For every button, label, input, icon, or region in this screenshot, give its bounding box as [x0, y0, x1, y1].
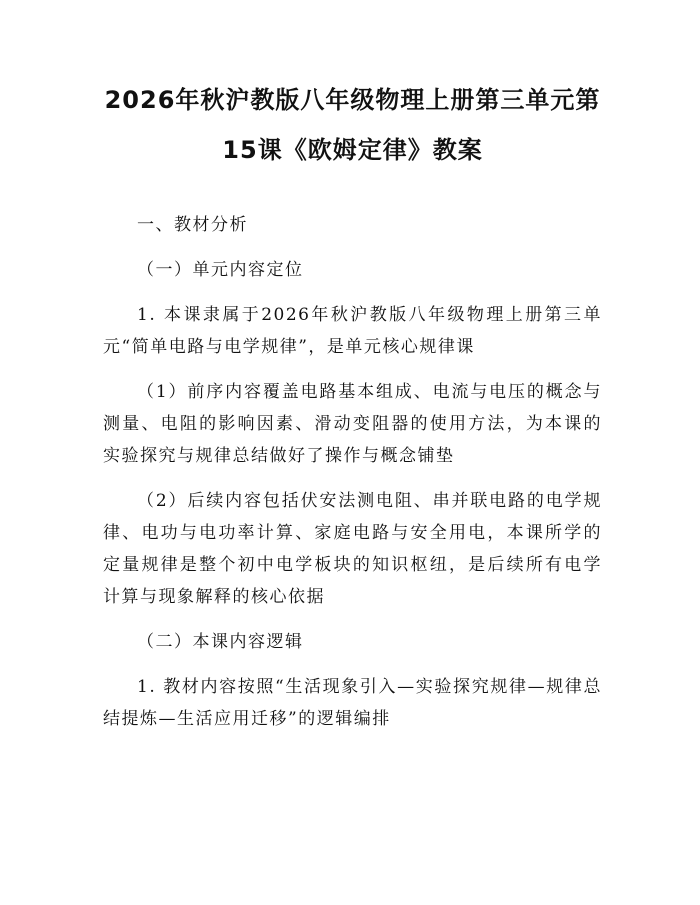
paragraph-unit-affiliation: 1. 本课隶属于2026年秋沪教版八年级物理上册第三单元“简单电路与电学规律”，是单元核心规律课	[103, 305, 602, 357]
section-heading-teaching-material-analysis: 一、教材分析	[137, 215, 248, 235]
title-line-1: 2026年秋沪教版八年级物理上册第三单元第	[104, 86, 601, 114]
subsection-heading-unit-positioning: （一）单元内容定位	[137, 260, 304, 280]
subsection-heading-lesson-logic: （二）本课内容逻辑	[137, 632, 304, 652]
document-title	[103, 75, 602, 175]
paragraph-content-logic: 1. 教材内容按照“生活现象引入—实验探究规律—规律总结提炼—生活应用迁移”的逻辑编排	[103, 677, 602, 729]
paragraph-follow-up-content: （2）后续内容包括伏安法测电阻、串并联电路的电学规律、电功与电功率计算、家庭电路与安全用电，本课所学的定量规律是整个初中电学板块的知识枢纽，是后续所有电学计算与现象解释的核心依据	[103, 491, 602, 607]
paragraph-prior-content: （1）前序内容覆盖电路基本组成、电流与电压的概念与测量、电阻的影响因素、滑动变阻器的使用方法，为本课的实验探究与规律总结做好了操作与概念铺垫	[103, 382, 602, 466]
title-line-2: 15课《欧姆定律》教案	[222, 136, 483, 164]
